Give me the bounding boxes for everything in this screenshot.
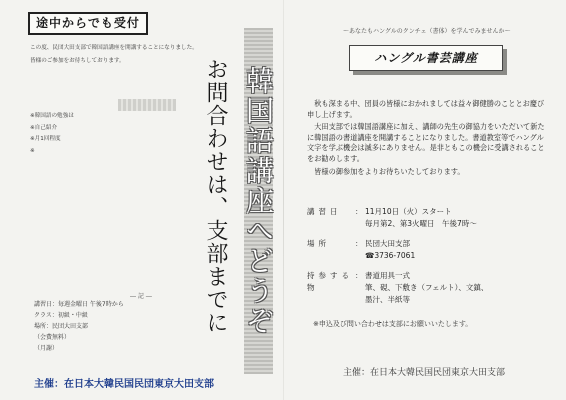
note-item: ※ xyxy=(30,147,35,154)
right-sponsor: 主催：在日本大韓民国民団東京大田支部 xyxy=(343,368,506,378)
info-table xyxy=(307,206,557,314)
info-value: 墨汁、半紙等 xyxy=(365,295,410,304)
info-value: 書道用具一式 xyxy=(365,271,410,280)
note-item: ※自己紹介 xyxy=(30,124,58,131)
intro-paragraph: この度、民団大田支部で韓国語講座を開講することになりました。 xyxy=(30,45,198,51)
tag-label: 途中からでも受付 xyxy=(28,12,148,35)
tagline: ～あなたもハングルのクンチェ（書体）を学んでみませんか～ xyxy=(343,28,511,35)
info-value: 11月10日（火）スタート xyxy=(365,207,452,216)
info-label: 場所 xyxy=(307,239,330,248)
info-values xyxy=(365,206,477,230)
info-colon: ： xyxy=(355,207,363,216)
detail-line: 講習日：毎週金曜日 午後7時から xyxy=(34,301,124,308)
info-value: ☎3736-7061 xyxy=(365,251,416,260)
info-value: 民団大田支部 xyxy=(365,239,410,248)
detail-line: （会費無料） xyxy=(34,334,71,341)
info-row-place xyxy=(307,238,557,262)
body-paragraph: 皆様の御参加をよりお待ちいたしております。 xyxy=(314,166,465,176)
info-value: 毎月第2、第3火曜日 午後7時～ xyxy=(365,219,477,228)
right-page xyxy=(283,0,566,400)
body-text xyxy=(307,99,547,179)
info-value: 筆、硯、下敷き（フェルト）、文鎮、 xyxy=(365,283,489,292)
info-row-items xyxy=(307,270,557,306)
note-item: ※韓国語の勉強は xyxy=(30,113,74,119)
course-title: ハングル書芸講座 xyxy=(349,45,503,71)
info-label: 持参する物 xyxy=(307,271,353,292)
course-details xyxy=(34,299,214,354)
info-row-date xyxy=(307,206,557,230)
divider-mark: ― 記 ― xyxy=(130,293,152,300)
intro-text xyxy=(30,44,200,70)
note-item: ※月1回程度 xyxy=(30,136,61,143)
info-colon: ： xyxy=(355,239,363,248)
body-paragraph: 大田支部では韓国語講座に加え、講師の先生の御協力をいただいて新たに韓国語の書道講座を開講することになりました。書道教室等でハングル文字を学ぶ機会は滅多にありません。是非ともこの機会に受講されることをお勧めします。 xyxy=(307,122,545,163)
info-values xyxy=(365,238,415,262)
info-colon: ： xyxy=(355,271,363,280)
detail-line: （月謝） xyxy=(34,345,59,352)
intro-paragraph: 皆様のご参加をお待ちしております。 xyxy=(30,58,125,64)
detail-line: クラス：初級・中級 xyxy=(34,312,88,319)
notes-list xyxy=(30,112,205,158)
detail-line: 場所：民団大田支部 xyxy=(34,323,89,330)
vertical-title: 韓国語講座へどうぞ xyxy=(242,66,275,336)
vertical-inquiry: お問合わせは、支部までに xyxy=(203,58,228,334)
body-paragraph: 秋も深まる中、団員の皆様におかれましては益々御健勝のこととお慶び申し上げます。 xyxy=(307,99,545,119)
info-label: 講習日 xyxy=(307,207,342,216)
info-values xyxy=(365,270,488,306)
note-text: ※申込及び問い合わせは支部にお願いいたします。 xyxy=(313,320,473,328)
left-sponsor: 主催：在日本大韓民国民団東京大田支部 xyxy=(34,379,214,390)
faded-heading xyxy=(118,99,176,111)
